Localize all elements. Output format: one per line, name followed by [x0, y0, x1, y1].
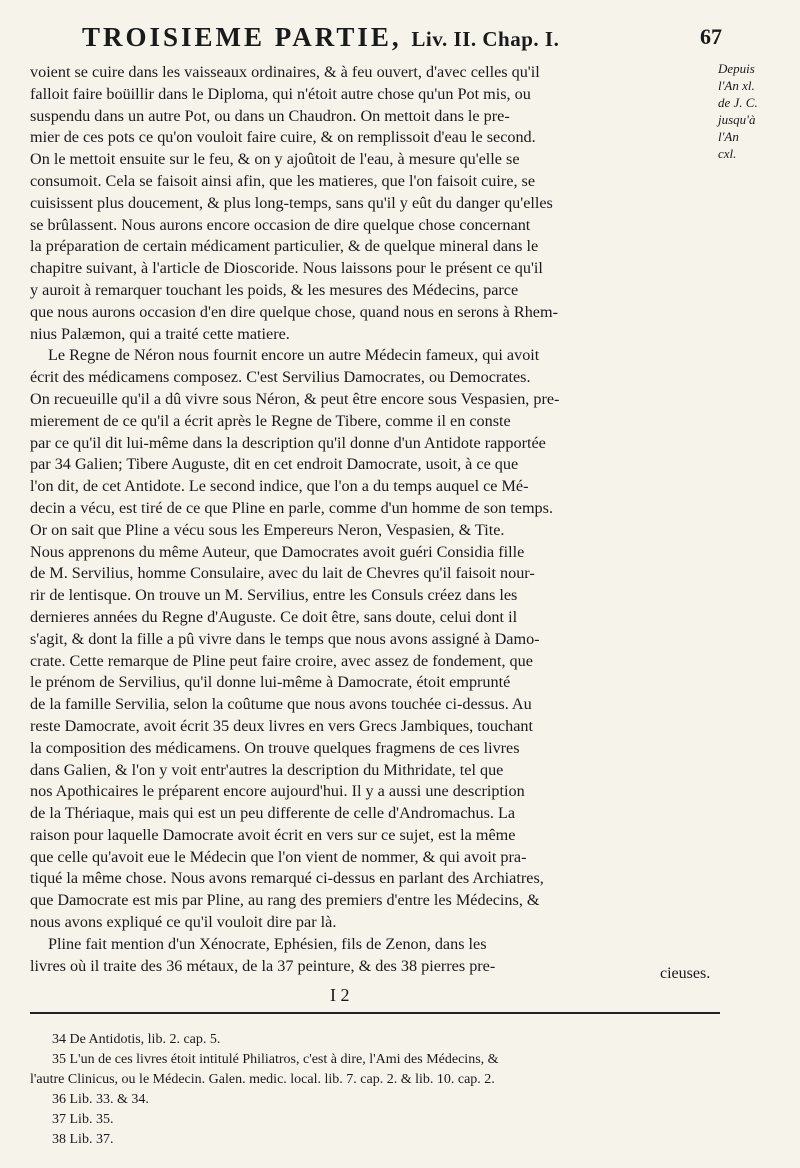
- text-line: reste Damocrate, avoit écrit 35 deux livres en vers Grecs Jambiques, touchant: [30, 716, 533, 735]
- text-line: decin a vécu, est tiré de ce que Pline en parle, comme d'un homme de son temps.: [30, 498, 553, 517]
- text-line: se brûlassent. Nous aurons encore occasion de dire quelque chose concernant: [30, 215, 531, 234]
- text-line: suspendu dans un autre Pot, ou dans un Chaudron. On mettoit dans le pre-: [30, 106, 510, 125]
- text-line: raison pour laquelle Damocrate avoit écrit en vers sur ce sujet, est la même: [30, 825, 516, 844]
- text-line: chapitre suivant, à l'article de Dioscoride. Nous laissons pour le présent ce qu'il: [30, 259, 543, 278]
- page-header: [82, 22, 722, 56]
- text-line: la préparation de certain médicament particulier, & de quelque mineral dans le: [30, 237, 539, 256]
- text-line: dernieres années du Regne d'Auguste. Ce doit être, sans doute, celui dont il: [30, 607, 518, 626]
- text-line: y auroit à remarquer touchant les poids, & les mesures des Médecins, parce: [30, 280, 519, 299]
- text-line: rir de lentisque. On trouve un M. Servilius, entre les Consuls créez dans les: [30, 586, 518, 605]
- text-line: falloit faire boüillir dans le Diploma, qui n'étoit autre chose qu'un Pot mis, ou: [30, 84, 531, 103]
- text-line: Pline fait mention d'un Xénocrate, Ephésien, fils de Zenon, dans les: [48, 934, 487, 953]
- footnote-line: 38 Lib. 37.: [52, 1132, 114, 1147]
- text-line: de M. Servilius, homme Consulaire, avec du lait de Chevres qu'il faisoit nour-: [30, 564, 535, 583]
- text-line: l'on dit, de cet Antidote. Le second indice, que l'on a du temps auquel ce Mé-: [30, 477, 529, 496]
- text-line: mier de ces pots ce qu'on vouloit faire cuire, & on remplissoit d'eau le second.: [30, 128, 536, 147]
- text-line: Or on sait que Pline a vécu sous les Empereurs Neron, Vespasien, & Tite.: [30, 520, 505, 539]
- text-line: cuisissent plus doucement, & plus long-temps, sans qu'il y eût du danger qu'elles: [30, 193, 553, 212]
- text-line: nius Palæmon, qui a traité cette matiere.: [30, 324, 290, 343]
- text-line: de la Thériaque, mais qui est un peu differente de celle d'Andromachus. La: [30, 804, 516, 823]
- text-line: crate. Cette remarque de Pline peut faire croire, avec assez de fondement, que: [30, 651, 533, 670]
- text-line: nos Apothicaires le préparent encore aujourd'hui. Il y a aussi une description: [30, 782, 525, 801]
- book-chapter-label: Liv. II. Chap. I.: [411, 27, 560, 51]
- margin-note-line: cxl.: [718, 146, 737, 161]
- footnotes: [30, 1030, 720, 1150]
- text-line: que nous aurons occasion d'en dire quelque chose, quand nous en serons à Rhem-: [30, 302, 558, 321]
- text-line: par ce qu'il dit lui-même dans la description qu'il donne d'un Antidote rapportée: [30, 433, 546, 452]
- text-line: que celle qu'avoit eue le Médecin que l'on vient de nommer, & qui avoit pra-: [30, 847, 527, 866]
- footnote-line: 36 Lib. 33. & 34.: [52, 1092, 149, 1107]
- footnote-rule: [30, 1012, 720, 1014]
- text-line: s'agit, & dont la fille a pû vivre dans le temps que nous avons assigné à Damo-: [30, 629, 540, 648]
- text-line: de la famille Servilia, selon la coûtume que nous avons touchée ci-dessus. Au: [30, 695, 532, 714]
- footnote-line: 37 Lib. 35.: [52, 1112, 114, 1127]
- text-line: Nous apprenons du même Auteur, que Damocrates avoit guéri Considia fille: [30, 542, 525, 561]
- text-line: la composition des médicamens. On trouve quelques fragmens de ces livres: [30, 738, 520, 757]
- text-line: que Damocrate est mis par Pline, au rang des premiers d'entre les Médecins, &: [30, 891, 540, 910]
- text-line: le prénom de Servilius, qu'il donne lui-même à Damocrate, étoit emprunté: [30, 673, 511, 692]
- footnote-line: l'autre Clinicus, ou le Médecin. Galen. medic. local. lib. 7. cap. 2. & lib. 10. cap. 2.: [30, 1072, 495, 1087]
- margin-note-line: l'An xl.: [718, 78, 755, 93]
- text-line: On le mettoit ensuite sur le feu, & on y ajoûtoit de l'eau, à mesure qu'elle se: [30, 150, 520, 169]
- margin-note-line: Depuis: [718, 61, 755, 76]
- margin-note-line: jusqu'à: [718, 112, 756, 127]
- text-line: consumoit. Cela se faisoit ainsi afin, que les matieres, que l'on faisoit cuire, se: [30, 171, 536, 190]
- running-head-title: TROISIEME PARTIE,: [82, 22, 402, 52]
- running-head: [82, 22, 559, 53]
- margin-note: [718, 60, 788, 162]
- text-line: Le Regne de Néron nous fournit encore un autre Médecin fameux, qui avoit: [48, 346, 540, 365]
- page-number: 67: [700, 24, 722, 49]
- margin-note-line: l'An: [718, 129, 739, 144]
- catchword: cieuses.: [660, 965, 711, 982]
- signature-mark: I 2: [330, 985, 350, 1005]
- text-line: dans Galien, & l'on y voit entr'autres la description du Mithridate, tel que: [30, 760, 504, 779]
- margin-note-line: de J. C.: [718, 95, 758, 110]
- text-line: par 34 Galien; Tibere Auguste, dit en cet endroit Damocrate, usoit, à ce que: [30, 455, 519, 474]
- footnote-line: 35 L'un de ces livres étoit intitulé Philiatros, c'est à dire, l'Ami des Médecins, &: [52, 1052, 499, 1067]
- text-line: voient se cuire dans les vaisseaux ordinaires, & à feu ouvert, d'avec celles qu'il: [30, 63, 540, 81]
- text-line: écrit des médicamens composez. C'est Servilius Damocrates, ou Democrates.: [30, 368, 531, 387]
- footnote-line: 34 De Antidotis, lib. 2. cap. 5.: [52, 1032, 221, 1047]
- text-line: mierement de ce qu'il a écrit après le Regne de Tibere, comme il en conste: [30, 411, 511, 430]
- text-line: livres où il traite des 36 métaux, de la 37 peinture, & des 38 pierres pre-: [30, 956, 496, 975]
- text-line: On recueuille qu'il a dû vivre sous Néron, & peut être encore sous Vespasien, pre-: [30, 389, 560, 408]
- body-text: [30, 62, 718, 977]
- text-line: tiqué la même chose. Nous avons remarqué ci-dessus en parlant des Archiatres,: [30, 869, 544, 888]
- text-line: nous avons expliqué ce qu'il vouloit dire par là.: [30, 913, 337, 932]
